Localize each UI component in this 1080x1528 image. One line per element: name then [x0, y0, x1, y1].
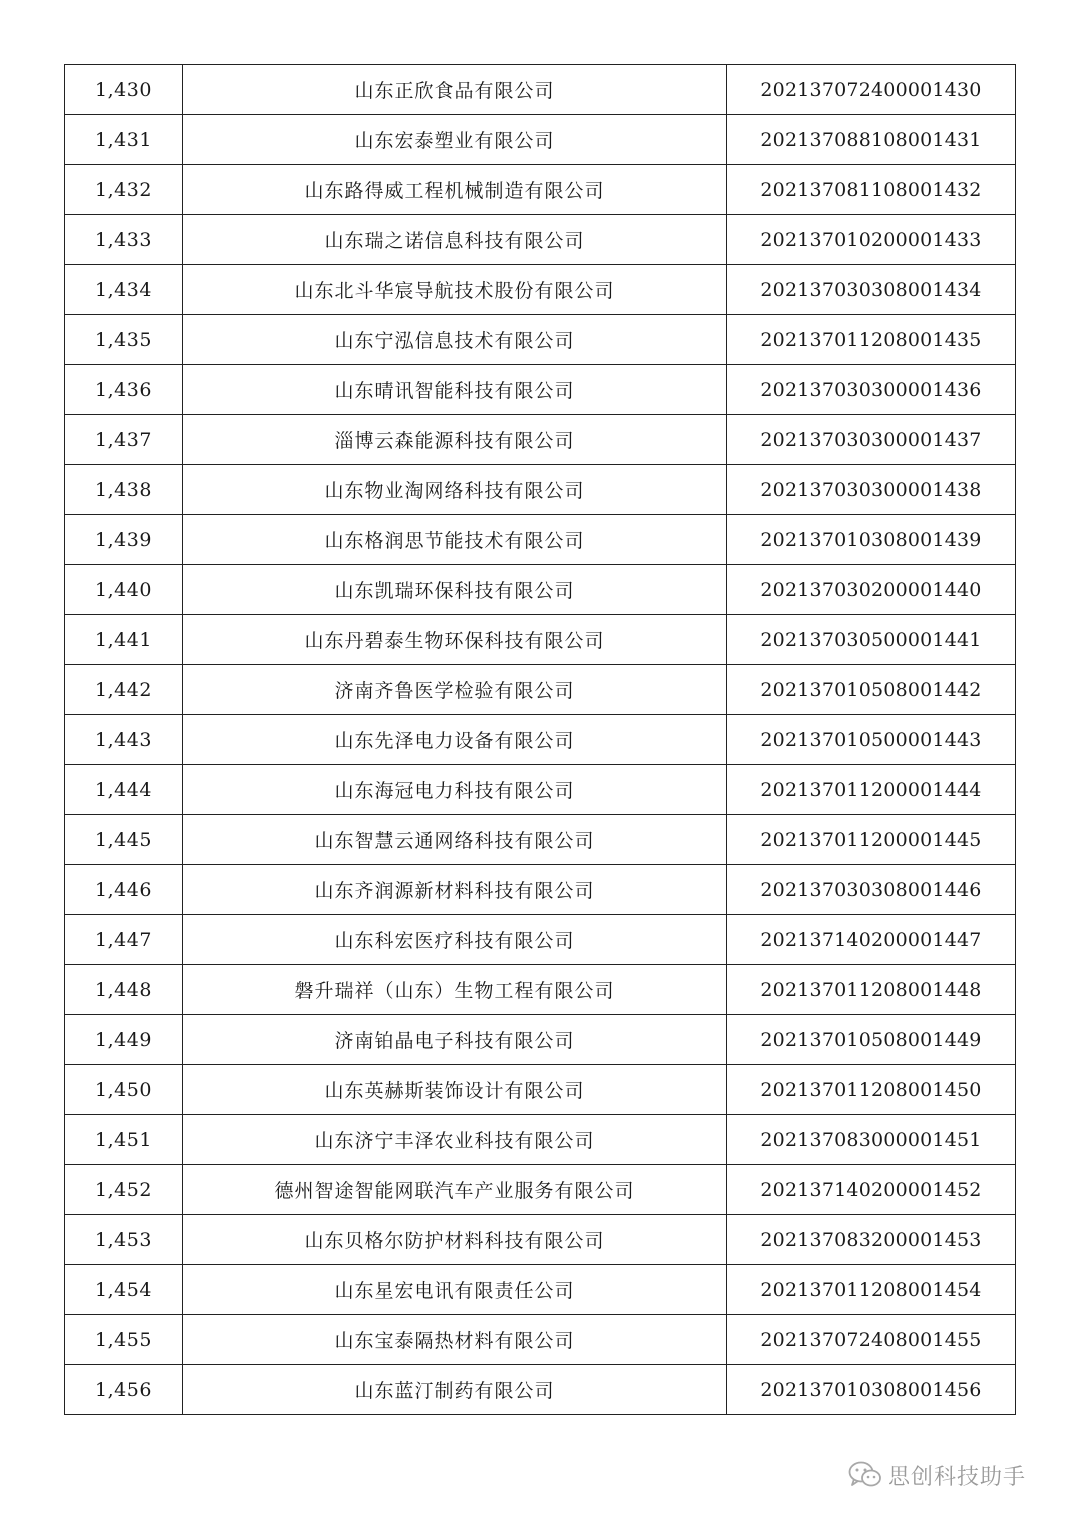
table-row [65, 715, 1016, 765]
registration-code: 202137030200001440 [727, 565, 1016, 615]
table-row [65, 1215, 1016, 1265]
table-row [65, 1365, 1016, 1415]
registration-code: 202137140200001447 [727, 915, 1016, 965]
registration-code: 202137011208001435 [727, 315, 1016, 365]
company-name: 山东丹碧泰生物环保科技有限公司 [183, 615, 727, 665]
row-index: 1,442 [65, 665, 183, 715]
table-row [65, 415, 1016, 465]
company-name: 山东齐润源新材料科技有限公司 [183, 865, 727, 915]
company-name: 山东济宁丰泽农业科技有限公司 [183, 1115, 727, 1165]
company-name: 山东星宏电讯有限责任公司 [183, 1265, 727, 1315]
row-index: 1,444 [65, 765, 183, 815]
table-row [65, 665, 1016, 715]
table-body [65, 65, 1016, 1415]
company-name: 山东宏泰塑业有限公司 [183, 115, 727, 165]
company-name: 德州智途智能网联汽车产业服务有限公司 [183, 1165, 727, 1215]
row-index: 1,432 [65, 165, 183, 215]
row-index: 1,440 [65, 565, 183, 615]
company-name: 山东瑞之诺信息科技有限公司 [183, 215, 727, 265]
row-index: 1,437 [65, 415, 183, 465]
row-index: 1,451 [65, 1115, 183, 1165]
table-row [65, 315, 1016, 365]
table-row [65, 365, 1016, 415]
row-index: 1,439 [65, 515, 183, 565]
registration-code: 202137030300001438 [727, 465, 1016, 515]
row-index: 1,452 [65, 1165, 183, 1215]
table-row [65, 265, 1016, 315]
row-index: 1,454 [65, 1265, 183, 1315]
row-index: 1,447 [65, 915, 183, 965]
table-row [65, 615, 1016, 665]
watermark-text: 思创科技助手 [888, 1464, 1027, 1490]
table-row [65, 1265, 1016, 1315]
watermark [848, 1457, 1026, 1493]
table-row [65, 65, 1016, 115]
registration-code: 202137088108001431 [727, 115, 1016, 165]
table-row [65, 115, 1016, 165]
table-row [65, 865, 1016, 915]
row-index: 1,455 [65, 1315, 183, 1365]
company-name: 山东北斗华宸导航技术股份有限公司 [183, 265, 727, 315]
company-name: 山东贝格尔防护材料科技有限公司 [183, 1215, 727, 1265]
registration-code: 202137010308001456 [727, 1365, 1016, 1415]
registration-code: 202137072408001455 [727, 1315, 1016, 1365]
registration-code: 202137081108001432 [727, 165, 1016, 215]
table-row [65, 765, 1016, 815]
registration-code: 202137030300001437 [727, 415, 1016, 465]
registration-code: 202137010500001443 [727, 715, 1016, 765]
table-row [65, 1165, 1016, 1215]
registration-code: 202137030300001436 [727, 365, 1016, 415]
row-index: 1,453 [65, 1215, 183, 1265]
table-row [65, 1315, 1016, 1365]
table-row [65, 1015, 1016, 1065]
registration-code: 202137011208001450 [727, 1065, 1016, 1115]
company-name: 山东英赫斯装饰设计有限公司 [183, 1065, 727, 1115]
registration-code: 202137083200001453 [727, 1215, 1016, 1265]
company-name: 山东凯瑞环保科技有限公司 [183, 565, 727, 615]
company-name: 淄博云森能源科技有限公司 [183, 415, 727, 465]
company-name: 山东先泽电力设备有限公司 [183, 715, 727, 765]
registration-code: 202137030308001446 [727, 865, 1016, 915]
company-name: 磐升瑞祥（山东）生物工程有限公司 [183, 965, 727, 1015]
row-index: 1,443 [65, 715, 183, 765]
table-row [65, 1115, 1016, 1165]
registration-code: 202137011200001445 [727, 815, 1016, 865]
company-name: 山东科宏医疗科技有限公司 [183, 915, 727, 965]
registration-code: 202137030308001434 [727, 265, 1016, 315]
row-index: 1,438 [65, 465, 183, 515]
registration-code: 202137010508001442 [727, 665, 1016, 715]
company-name: 山东宁泓信息技术有限公司 [183, 315, 727, 365]
table-row [65, 165, 1016, 215]
registration-code: 202137011200001444 [727, 765, 1016, 815]
registration-code: 202137140200001452 [727, 1165, 1016, 1215]
table-row [65, 215, 1016, 265]
row-index: 1,456 [65, 1365, 183, 1415]
registration-code: 202137011208001454 [727, 1265, 1016, 1315]
company-name: 山东蓝汀制药有限公司 [183, 1365, 727, 1415]
row-index: 1,450 [65, 1065, 183, 1115]
company-name: 山东格润思节能技术有限公司 [183, 515, 727, 565]
row-index: 1,435 [65, 315, 183, 365]
registration-code: 202137072400001430 [727, 65, 1016, 115]
company-name: 山东物业淘网络科技有限公司 [183, 465, 727, 515]
row-index: 1,449 [65, 1015, 183, 1065]
row-index: 1,434 [65, 265, 183, 315]
company-name: 山东晴讯智能科技有限公司 [183, 365, 727, 415]
row-index: 1,441 [65, 615, 183, 665]
row-index: 1,445 [65, 815, 183, 865]
company-name: 山东路得威工程机械制造有限公司 [183, 165, 727, 215]
registration-code: 202137010200001433 [727, 215, 1016, 265]
company-name: 山东智慧云通网络科技有限公司 [183, 815, 727, 865]
company-name: 济南铂晶电子科技有限公司 [183, 1015, 727, 1065]
table-row [65, 1065, 1016, 1115]
registration-code: 202137030500001441 [727, 615, 1016, 665]
table-row [65, 465, 1016, 515]
company-name: 山东正欣食品有限公司 [183, 65, 727, 115]
row-index: 1,431 [65, 115, 183, 165]
row-index: 1,433 [65, 215, 183, 265]
table-row [65, 965, 1016, 1015]
company-name: 山东海冠电力科技有限公司 [183, 765, 727, 815]
table-row [65, 515, 1016, 565]
row-index: 1,436 [65, 365, 183, 415]
wechat-icon [848, 1461, 882, 1489]
row-index: 1,448 [65, 965, 183, 1015]
company-name: 山东宝泰隔热材料有限公司 [183, 1315, 727, 1365]
table-row [65, 565, 1016, 615]
registration-code: 202137010508001449 [727, 1015, 1016, 1065]
registration-code: 202137083000001451 [727, 1115, 1016, 1165]
registration-code: 202137011208001448 [727, 965, 1016, 1015]
row-index: 1,446 [65, 865, 183, 915]
table-row [65, 915, 1016, 965]
table-row [65, 815, 1016, 865]
company-name: 济南齐鲁医学检验有限公司 [183, 665, 727, 715]
company-list-table [64, 64, 1016, 1415]
registration-code: 202137010308001439 [727, 515, 1016, 565]
row-index: 1,430 [65, 65, 183, 115]
